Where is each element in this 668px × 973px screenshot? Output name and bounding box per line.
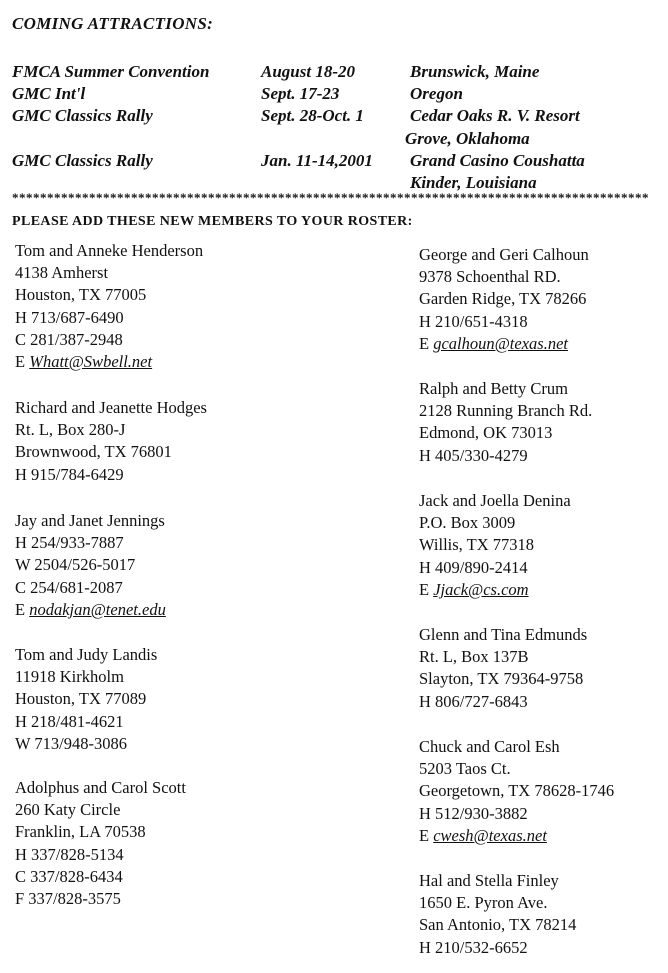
event-name: GMC Int'l	[12, 84, 86, 104]
member-detail-line: Franklin, LA 70538	[15, 822, 146, 842]
event-name: GMC Classics Rally	[12, 150, 153, 170]
event-date: Sept. 28-Oct. 1	[261, 106, 364, 126]
member-detail-line: 2128 Running Branch Rd.	[419, 401, 593, 421]
member-email-link[interactable]: cwesh@texas.net	[433, 825, 547, 845]
member-detail-line: H 218/481-4621	[15, 711, 124, 731]
member-email-row	[15, 351, 275, 373]
member-entry	[419, 244, 668, 355]
events-list	[12, 61, 662, 194]
email-prefix: E	[419, 825, 430, 845]
member-email-link[interactable]: Whatt@Swbell.net	[29, 352, 153, 372]
member-detail-line: 11918 Kirkholm	[15, 667, 124, 687]
member-detail-line: H 210/532-6652	[419, 937, 528, 957]
event-row	[12, 83, 662, 105]
member-entry	[15, 510, 275, 621]
event-date: Jan. 11-14,2001	[261, 150, 373, 170]
event-row	[12, 61, 662, 83]
event-row-continued	[12, 128, 662, 150]
member-name: Glenn and Tina Edmunds	[419, 625, 588, 644]
member-detail-line: H 254/933-7887	[15, 533, 124, 553]
member-detail-line: San Antonio, TX 78214	[419, 915, 577, 935]
member-detail-line: Georgetown, TX 78628-1746	[419, 781, 615, 801]
event-date: Sept. 17-23	[261, 84, 340, 104]
member-detail-line: H 409/890-2414	[419, 557, 528, 577]
member-name: George and Geri Calhoun	[419, 245, 589, 264]
member-name: Richard and Jeanette Hodges	[15, 398, 207, 417]
member-detail-line: F 337/828-3575	[15, 889, 121, 909]
member-email-row	[419, 333, 668, 355]
member-name: Hal and Stella Finley	[419, 871, 559, 890]
member-detail-line: W 713/948-3086	[15, 733, 127, 753]
member-name: Tom and Anneke Henderson	[15, 241, 204, 260]
member-detail-line: H 806/727-6843	[419, 691, 528, 711]
member-detail-line: Houston, TX 77005	[15, 285, 147, 305]
member-email-row	[15, 599, 275, 621]
email-prefix: E	[15, 352, 26, 372]
roster-heading: PLEASE ADD THESE NEW MEMBERS TO YOUR ROSTER:	[12, 214, 413, 229]
member-email-row	[419, 579, 668, 601]
event-location: Oregon	[410, 84, 463, 104]
member-detail-line: Edmond, OK 73013	[419, 423, 553, 443]
member-detail-line: H 512/930-3882	[419, 803, 528, 823]
member-detail-line: P.O. Box 3009	[419, 513, 516, 533]
member-detail-line: H 915/784-6429	[15, 464, 124, 484]
asterisk-separator: *******************************************************************************************	[12, 191, 649, 205]
member-detail-line: 4138 Amherst	[15, 263, 109, 283]
member-detail-line: 260 Katy Circle	[15, 800, 121, 820]
member-email-link[interactable]: nodakjan@tenet.edu	[29, 599, 166, 619]
member-detail-line: 9378 Schoenthal RD.	[419, 267, 561, 287]
member-name: Adolphus and Carol Scott	[15, 778, 186, 797]
member-email-row	[419, 825, 668, 847]
member-entry	[15, 644, 275, 755]
member-detail-line: H 713/687-6490	[15, 307, 124, 327]
member-entry	[419, 378, 668, 467]
member-entry	[15, 240, 275, 373]
member-name: Ralph and Betty Crum	[419, 379, 568, 398]
member-entry	[419, 624, 668, 713]
member-detail-line: C 281/387-2948	[15, 329, 123, 349]
member-email-link[interactable]: Jjack@cs.com	[433, 579, 529, 599]
member-name: Jack and Joella Denina	[419, 491, 571, 510]
member-detail-line: Willis, TX 77318	[419, 535, 534, 555]
member-entry	[419, 870, 668, 959]
member-entry	[15, 397, 275, 486]
event-row	[12, 105, 662, 127]
member-detail-line: Rt. L, Box 280-J	[15, 420, 126, 440]
member-detail-line: Slayton, TX 79364-9758	[419, 669, 584, 689]
email-prefix: E	[419, 333, 430, 353]
member-detail-line: W 2504/526-5017	[15, 555, 136, 575]
member-name: Jay and Janet Jennings	[15, 511, 165, 530]
member-detail-line: Garden Ridge, TX 78266	[419, 289, 587, 309]
coming-attractions-title: COMING ATTRACTIONS:	[12, 14, 214, 33]
event-location: Brunswick, Maine	[410, 62, 540, 81]
member-detail-line: Houston, TX 77089	[15, 689, 147, 709]
member-detail-line: C 254/681-2087	[15, 577, 123, 597]
event-date: August 18-20	[261, 62, 355, 81]
email-prefix: E	[15, 599, 26, 619]
member-entry	[419, 490, 668, 601]
member-detail-line: Rt. L, Box 137B	[419, 647, 529, 667]
event-name: FMCA Summer Convention	[12, 62, 210, 81]
event-location-continued: Grove, Oklahoma	[405, 128, 530, 148]
event-location: Cedar Oaks R. V. Resort	[410, 106, 580, 126]
member-entry	[419, 736, 668, 847]
member-entry	[15, 777, 275, 910]
member-detail-line: C 337/828-6434	[15, 866, 123, 886]
member-detail-line: Brownwood, TX 76801	[15, 442, 172, 462]
email-prefix: E	[419, 579, 430, 599]
member-detail-line: H 405/330-4279	[419, 445, 528, 465]
event-location: Grand Casino Coushatta	[410, 150, 585, 170]
member-detail-line: H 210/651-4318	[419, 311, 528, 331]
member-name: Chuck and Carol Esh	[419, 737, 560, 756]
member-detail-line: H 337/828-5134	[15, 844, 124, 864]
event-location-continued: Kinder, Louisiana	[410, 172, 537, 192]
member-detail-line: 5203 Taos Ct.	[419, 759, 511, 779]
member-email-link[interactable]: gcalhoun@texas.net	[433, 333, 568, 353]
member-detail-line: 1650 E. Pyron Ave.	[419, 893, 548, 913]
member-name: Tom and Judy Landis	[15, 645, 158, 664]
event-name: GMC Classics Rally	[12, 106, 153, 126]
event-row	[12, 150, 662, 172]
